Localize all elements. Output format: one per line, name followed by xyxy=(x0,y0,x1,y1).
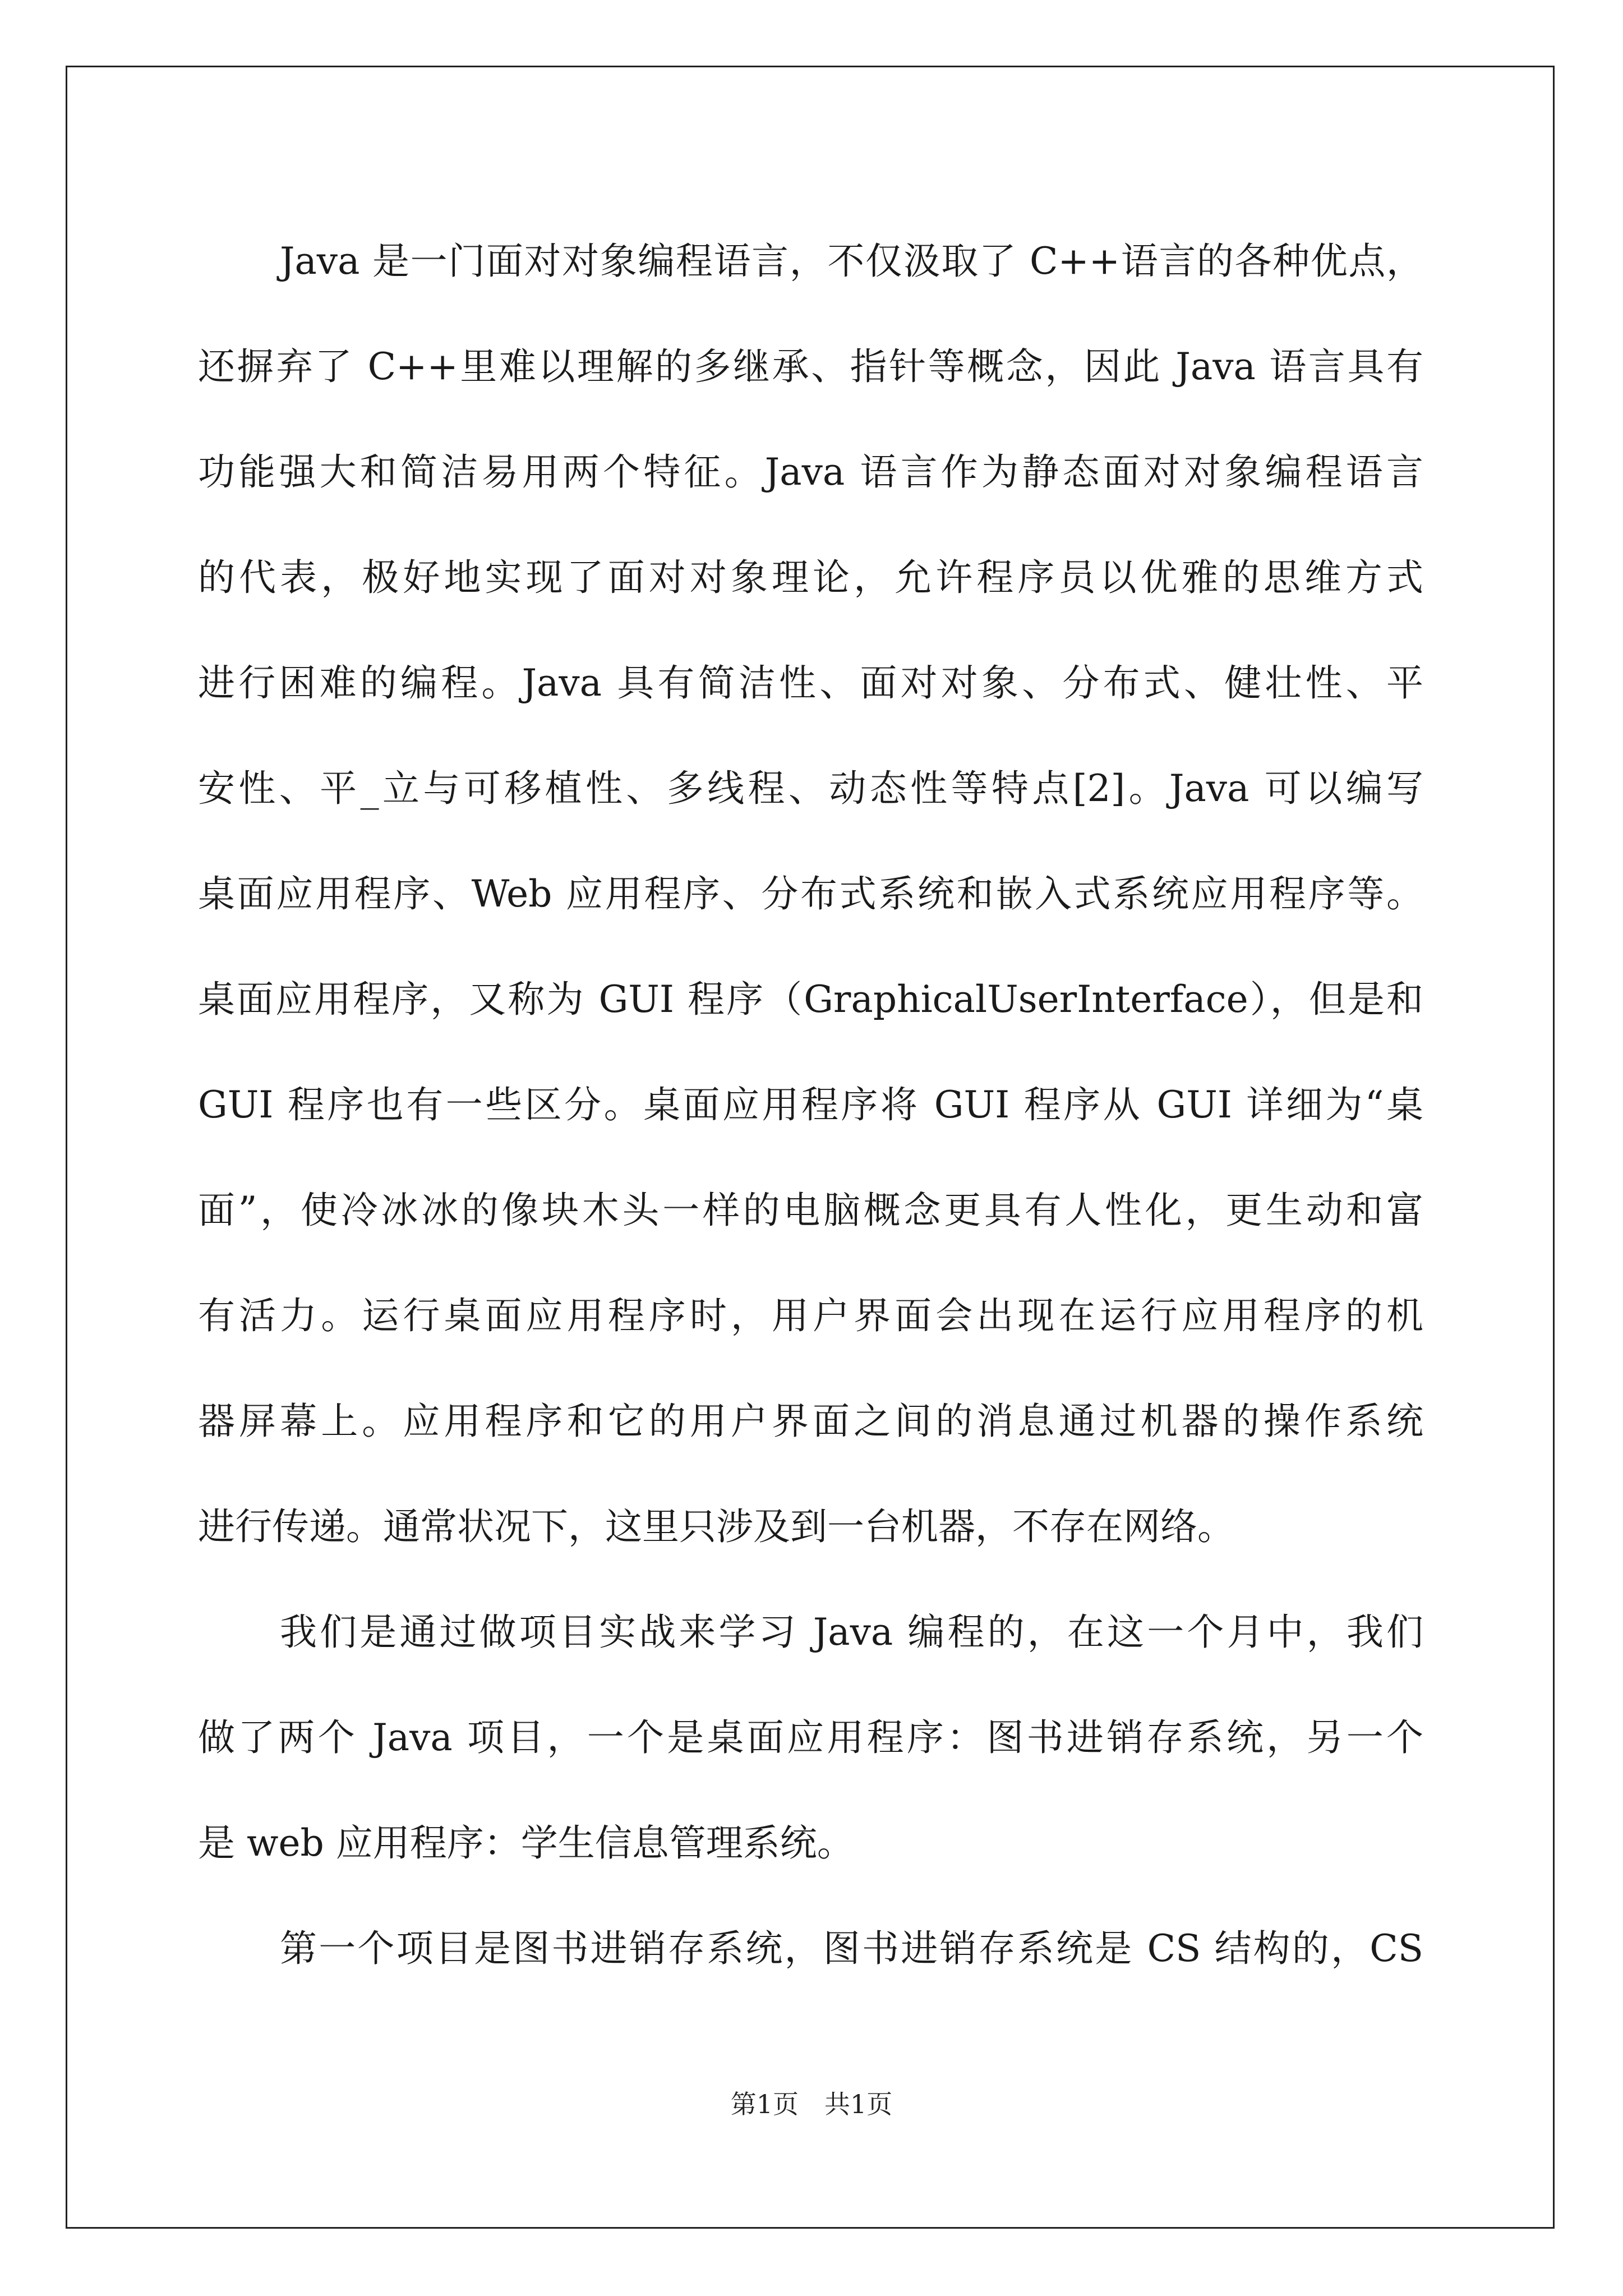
text-line: 器屏幕上。应用程序和它的用户界面之间的消息通过机器的操作系统 xyxy=(198,1400,1423,1443)
text-line: 还摒弃了 C++里难以理解的多继承、指针等概念，因此 Java 语言具有 xyxy=(198,345,1423,388)
text-line: 我们是通过做项目实战来学习 Java 编程的，在这一个月中，我们 xyxy=(280,1611,1423,1654)
text-line: Java 是一门面对对象编程语言，不仅汲取了 C++语言的各种优点， xyxy=(280,240,1423,283)
text-line: 有活力。运行桌面应用程序时，用户界面会出现在运行应用程序的机 xyxy=(198,1294,1423,1337)
text-line: 是 web 应用程序：学生信息管理系统。 xyxy=(198,1821,854,1865)
text-line: 功能强大和简洁易用两个特征。Java 语言作为静态面对对象编程语言 xyxy=(198,450,1423,494)
document-body xyxy=(198,209,1423,2001)
text-line: GUI 程序也有一些区分。桌面应用程序将 GUI 程序从 GUI 详细为“桌 xyxy=(198,1083,1423,1126)
text-line: 面”，使冷冰冰的像块木头一样的电脑概念更具有人性化，更生动和富 xyxy=(198,1189,1423,1232)
text-line: 进行困难的编程。Java 具有简洁性、面对对象、分布式、健壮性、平 xyxy=(198,661,1423,705)
text-line: 安性、平_立与可移植性、多线程、动态性等特点[2]。Java 可以编写 xyxy=(198,767,1423,810)
text-line: 进行传递。通常状况下，这里只涉及到一台机器，不存在网络。 xyxy=(198,1505,1234,1548)
text-line: 桌面应用程序，又称为 GUI 程序（GraphicalUserInterface），但是和 xyxy=(198,978,1423,1021)
text-line: 第一个项目是图书进销存系统，图书进销存系统是 CS 结构的，CS xyxy=(280,1927,1423,1970)
text-line: 做了两个 Java 项目，一个是桌面应用程序：图书进销存系统，另一个 xyxy=(198,1716,1423,1759)
text-line: 桌面应用程序、Web 应用程序、分布式系统和嵌入式系统应用程序等。 xyxy=(198,872,1423,915)
page-footer: 第1页 共1页 xyxy=(730,2089,893,2119)
text-line: 的代表，极好地实现了面对对象理论，允许程序员以优雅的思维方式 xyxy=(198,556,1423,599)
